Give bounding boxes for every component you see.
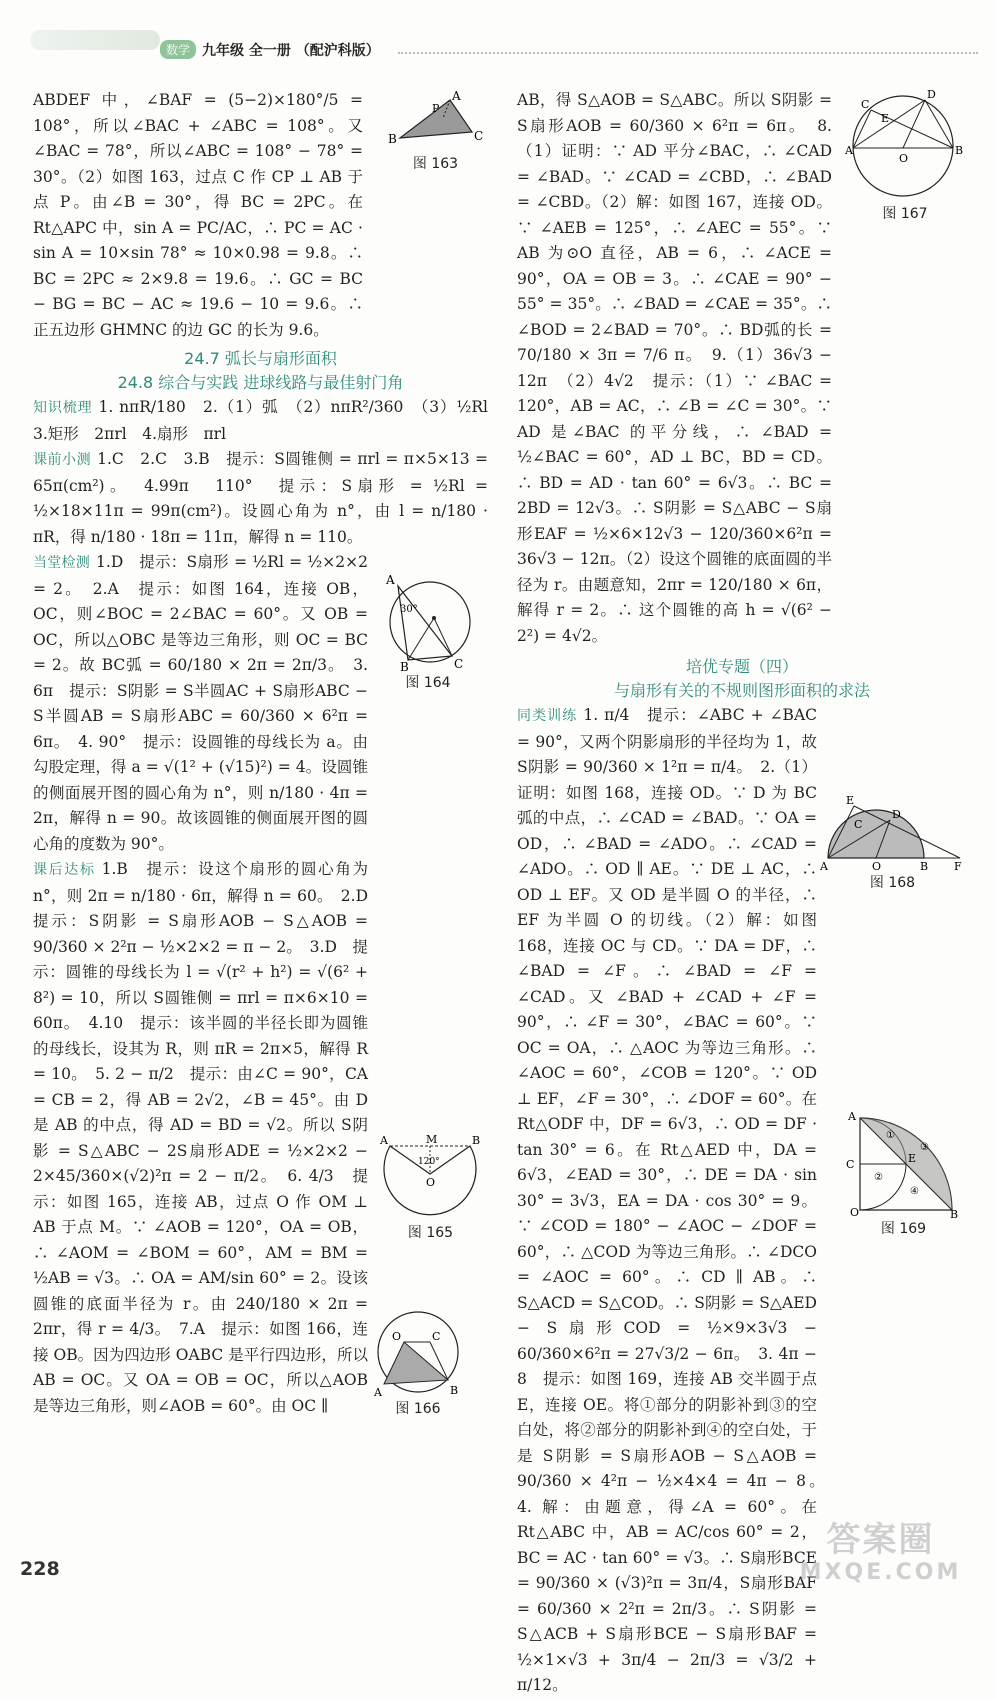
fig169-region-1: ① — [886, 1130, 895, 1141]
figure-167 — [845, 88, 965, 223]
inclass-answers: 1.D 提示：S扇形 = ½Rl = ½×2×2 = 2。 2.A 提示：如图 164，连接 OB，OC，则∠BOC = 2∠BAC = 60°。又 OB = OC，所以△OBC 是等边三角形，则 OC = BC = 2。故 BC弧 = 60/180 × 2π = 2π/3。 3. 6π 提示：S阴影 = S半圆AC + S扇形ABC − S半圆AB = S扇形ABC = 60/360 × 6²π = 6π。 4. 90° 提示：设圆锥的母线长为 a。由勾股定理，得 a = √(1² + (√15)²) = 4。设圆锥的侧面展开图的圆心角为 n°，则 n/180 · 4π = 2π，解得 n = 90。故该圆锥的侧面展开图的圆心角的度数为 90°。 — [33, 553, 369, 853]
grade-info: 九年级 全一册 （配沪科版） — [202, 43, 380, 59]
fig168-label-d: D — [892, 808, 901, 821]
figure-163 — [388, 88, 483, 173]
afterclass-answers: 1.B 提示：设这个扇形的圆心角为 n°，则 2π = n/180 · 6π，解得 n = 60。 2.D 提示：S阴影 = S扇形AOB − S△AOB = 90/360 × 2²π − ½×2×2 = π − 2。 3.D 提示：圆锥的母线长为 l = √(r² + h²) = √(6² + 8²) = 10，所以 S圆锥侧 = πrl = π×6×10 = 60π。 4.10 提示：该半圆的半径长即为圆锥的母线长，设其为 R，则 πR = 2π×5，解得 R = 10。 5. 2 − π/2 提示：由∠C = 90°，CA = CB = 2，得 AB = 2√2，∠B = 45°。由 D 是 AB 的中点，得 AD = BD = √2。所以 S阴影 = S△ABC − 2S扇形ADE = ½×2×2 − 2×45/360×(√2)²π = 2 − π/2。 6. 4/3 提示：如图 165，连接 AB，过点 O 作 OM ⊥ AB 于点 M。∵ ∠AOB = 120°，OA = OB，∴ ∠AOM = ∠BOM = 60°，AM = BM = ½AB = √3。∴ OA = AM/sin 60° = 2。设该圆锥的底面半径为 r。由 240/180 × 2π = 2πr，得 r = 4/3。 7.A 提示：如图 166，连接 OB。因为四边形 OABC 是平行四边形，所以 AB = OC。又 OA = OB = OC，所以△AOB 是等边三角形，则∠AOB = 60°。由 OC ∥ — [33, 860, 384, 1415]
fig163-label-b: B — [388, 132, 397, 146]
watermark-logo: 答案圈 — [826, 1520, 935, 1560]
fig168-label-e: E — [846, 794, 855, 807]
fig165-label-o: O — [426, 1176, 436, 1189]
fig169-label-a: A — [848, 1110, 856, 1123]
figure-164-drawing — [378, 572, 478, 672]
fig163-label-a: A — [452, 89, 461, 103]
figure-164 — [378, 572, 478, 692]
fig167-label-a: A — [845, 144, 853, 157]
fig165-label-b: B — [472, 1134, 481, 1147]
fig165-angle: 120° — [418, 1157, 440, 1167]
fig169-region-4: ④ — [910, 1186, 919, 1197]
after-class — [33, 857, 384, 1419]
fig167-label-d: D — [927, 88, 936, 101]
fig169-label-o: O — [850, 1206, 860, 1218]
fig167-label-b: B — [955, 144, 964, 157]
special-topic-subtitle: 与扇形有关的不规则图形面积的求法 — [613, 681, 870, 700]
figure-166 — [368, 1306, 468, 1418]
figure-167-caption: 图 167 — [882, 206, 928, 222]
figure-164-caption: 图 164 — [405, 675, 451, 691]
fig166-label-b: B — [450, 1384, 459, 1397]
fig164-label-b: B — [400, 660, 409, 672]
figure-166-drawing — [368, 1306, 468, 1398]
fig167-label-e: E — [881, 112, 890, 125]
fig166-label-o: O — [392, 1330, 402, 1343]
figure-165-caption: 图 165 — [407, 1225, 454, 1241]
fig167-label-c: C — [861, 98, 870, 111]
figure-167-drawing — [845, 88, 965, 203]
fig164-angle: 30° — [400, 604, 418, 615]
header-decoration — [30, 30, 160, 50]
similar-training — [517, 703, 833, 1699]
solution-paragraph-1: ABDEF 中，∠BAF = (5−2)×180°/5 = 108°，所以∠BAC + ∠ABC = 108°。又∠BAC = 78°，所以∠ABC = 108° − 78° = 30°。（2）如图 163，过点 C 作 CP ⊥ AB 于点 P。由∠B = 30°，得 BC = 2PC。在 Rt△APC 中，sin A = PC/AC，∴ PC = AC · sin A = 10×sin 78° ≈ 10×0.98 = 9.8。∴ BC = 2PC ≈ 2×9.8 = 19.6。∴ GC = BC − BG = BC − AC ≈ 19.6 − 10 = 9.6。∴ 正五边形 GHMNC 的边 GC 的长为 9.6。 — [33, 91, 363, 339]
figure-163-caption: 图 163 — [412, 156, 459, 172]
label-afterclass: 课后达标 — [33, 862, 96, 878]
subject-badge: 数学 — [160, 40, 196, 59]
fig168-label-a: A — [820, 860, 828, 872]
special-topic-title: 培优专题（四） — [685, 657, 798, 676]
page-header — [0, 0, 996, 58]
figure-165-drawing — [378, 1132, 483, 1222]
fig166-label-c: C — [432, 1330, 441, 1343]
watermark-url: MXQE.COM — [799, 1560, 962, 1585]
fig167-label-o: O — [899, 152, 909, 165]
figure-163-drawing — [388, 88, 483, 153]
figure-169-drawing — [846, 1110, 961, 1218]
label-knowledge: 知识梳理 — [33, 400, 93, 416]
fig168-label-o: O — [872, 860, 882, 872]
fig163-label-c: C — [474, 129, 483, 143]
fig165-label-a: A — [380, 1134, 388, 1147]
fig169-region-3: ③ — [920, 1142, 929, 1153]
fig168-label-b: B — [920, 860, 929, 872]
label-training: 同类训练 — [517, 708, 578, 724]
in-class-check — [33, 550, 368, 857]
page-number: 228 — [20, 1558, 60, 1580]
preclass-answers: 1.C 2.C 3.B 提示：S圆锥侧 = πrl = π×5×13 = 65π(cm²)。 4.99π 110° 提示：S扇形 = ½Rl = ½×18×11π = 99π(cm²)。设圆心角为 n°，由 l = n/180 · πR，得 n/180 · 18π = 11π，解得 n = 110。 — [33, 450, 488, 546]
figure-165 — [378, 1132, 483, 1242]
solution-continued: AB，得 S△AOB = S△ABC。所以 S阴影 = S扇形AOB = 60/360 × 6²π = 6π。 8.（1）证明：∵ AD 平分∠BAC，∴ ∠CAD = ∠BAD。∵ ∠CAD = ∠CBD，∴ ∠BAD = ∠CBD。（2）解：如图 167，连接 OD。∵ ∠AEB = 125°，∴ ∠AEC = 55°。∵ AB 为⊙O 直径，AB = 6，∴ ∠ACE = 90°，OA = OB = 3。∴ ∠CAE = 90° − 55° = 35°。∴ ∠BAD = ∠CAE = 35°。∴ ∠BOD = 2∠BAD = 70°。∴ BD弧的长 = 70/180 × 3π = 7/6 π。 9.（1）36√3 − 12π （2）4√2 提示：（1）∵ ∠BAC = 120°，AB = AC，∴ ∠B = ∠C = 30°。∵ AD 是∠BAC 的平分线，∴ ∠BAD = ½∠BAC = 60°，AD ⊥ BC，BD = CD。∴ BD = AD · tan 60° = 6√3。∴ BC = 2BD = 12√3。∴ S阴影 = S△ABC − S扇形EAF = ½×6×12√3 − 120/360×6²π = 36√3 − 12π。（2）设这个圆锥的底面圆的半径为 r。由题意知，2πr = 120/180 × 6π，解得 r = 2。∴ 这个圆锥的高 h = √(6² − 2²) = 4√2。 — [517, 91, 832, 645]
figure-169-caption: 图 169 — [880, 1221, 927, 1237]
right-column — [517, 88, 967, 1699]
fig168-label-c: C — [854, 818, 863, 831]
fig169-region-2: ② — [874, 1172, 883, 1183]
section-title-24-8: 24.8 综合与实践 进球线路与最佳射门角 — [117, 373, 404, 392]
label-preclass: 课前小测 — [33, 452, 92, 468]
figure-168-caption: 图 168 — [869, 875, 916, 891]
knowledge-summary — [33, 395, 504, 447]
figure-169 — [846, 1110, 961, 1238]
site-watermark — [793, 1520, 968, 1590]
fig169-label-c: C — [846, 1158, 855, 1171]
figure-168-drawing — [820, 792, 965, 872]
fig166-label-a: A — [374, 1386, 382, 1398]
label-inclass: 当堂检测 — [33, 555, 91, 571]
header-dotted-rule — [398, 52, 978, 54]
section-title-24-7: 24.7 弧长与扇形面积 — [184, 349, 337, 368]
figure-166-caption: 图 166 — [395, 1401, 441, 1417]
fig169-label-e: E — [908, 1152, 917, 1165]
fig164-label-c: C — [454, 657, 464, 671]
fig169-label-b: B — [950, 1208, 959, 1218]
training-answers: 1. π/4 提示：∠ABC + ∠BAC = 90°，又两个阴影扇形的半径均为 1，故 S阴影 = 90/360 × 1²π = π/4。 2.（1）证明：如图 168，连接 OD。∵ D 为 BC弧的中点，∴ ∠CAD = ∠BAD。∵ OA = OD，∴ ∠BAD = ∠ADO。∴ ∠CAD = ∠ADO。∴ OD ∥ AE。∵ DE ⊥ AC，∴ OD ⊥ EF。又 OD 是半圆 O 的半径，∴ EF 为半圆 O 的切线。（2）解：如图 168，连接 OC 与 CD。∵ DA = DF，∴ ∠BAD = ∠F。∴ ∠BAD = ∠F = ∠CAD。又 ∠BAD + ∠CAD + ∠F = 90°，∴ ∠F = 30°，∠BAC = 60°。∵ OC = OA，∴ △AOC 为等边三角形。∴ ∠AOC = 60°，∠COB = 120°。∵ OD ⊥ EF，∠F = 30°，∴ ∠DOF = 60°。在 Rt△ODF 中，DF = 6√3，∴ OD = DF · tan 30° = 6。在 Rt△AED 中，DA = 6√3，∠EAD = 30°，∴ DE = DA · sin 30° = 3√3，EA = DA · cos 30° = 9。∵ ∠COD = 180° − ∠AOC − ∠DOF = 60°，∴ △COD 为等边三角形。∴ ∠DCO = ∠AOC = 60°。∴ CD ∥ AB。∴ S△ACD = S△COD。∴ S阴影 = S△AED − S扇形COD = ½×9×3√3 − 60/360×6²π = 27√3/2 − 6π。 3. 4π − 8 提示：如图 169，连接 AB 交半圆于点 E，连接 OE。将①部分的阴影补到③的空白处，将②部分的阴影补到④的空白处，于是 S阴影 = S扇形AOB − S△AOB = 90/360 × 4²π − ½×4×4 = 4π − 8。 4. 解：由题意，得∠A = 60°。在 Rt△ABC 中，AB = AC/cos 60° = 2，BC = AC · tan 60° = √3。∴ S扇形BCE = 90/360 × (√3)²π = 3π/4，S扇形BAF = 60/360 × 2²π = 2π/3。∴ S阴影 = S△ACB + S扇形BCE − S扇形BAF = ½×1×√3 + 3π/4 − 2π/3 = √3/2 + π/12。 — [517, 706, 833, 1694]
knowledge-answers: 1. nπR/180 2.（1）弧 （2）nπR²/360 （3）½Rl 3.矩形 2πrl 4.扇形 πrl — [33, 398, 504, 443]
fig165-label-m: M — [426, 1133, 438, 1146]
fig164-label-a: A — [386, 573, 395, 587]
fig168-label-f: F — [954, 860, 962, 872]
figure-168 — [820, 792, 965, 892]
fig163-label-p: P — [432, 102, 440, 115]
pre-class-quiz — [33, 447, 488, 550]
